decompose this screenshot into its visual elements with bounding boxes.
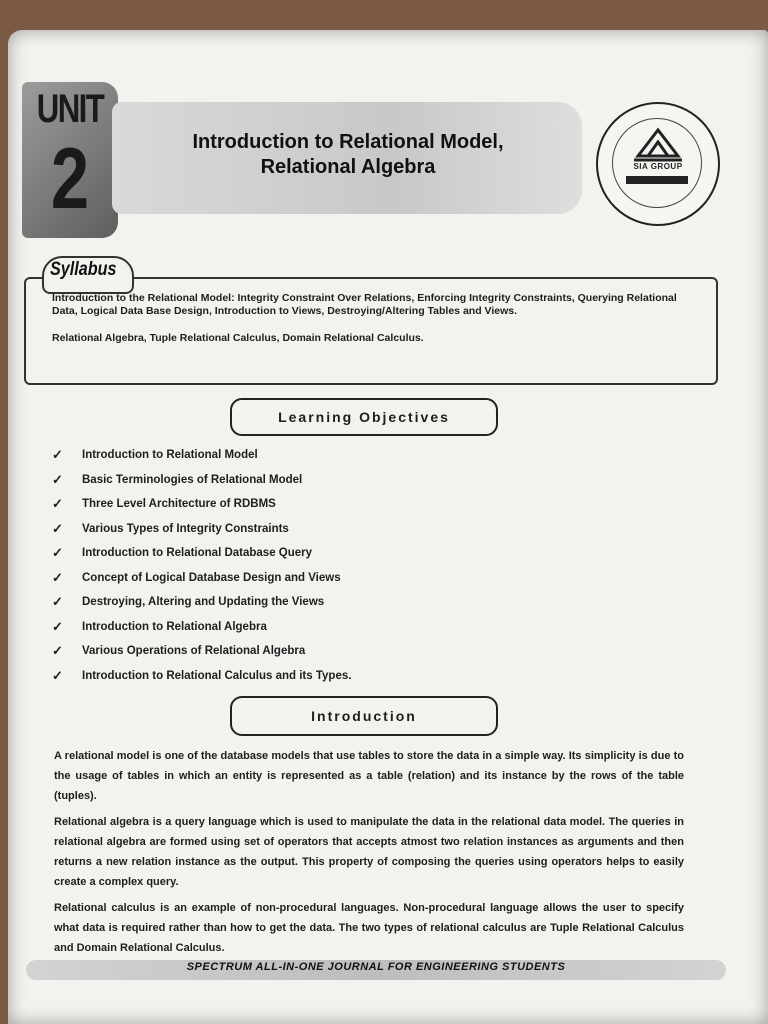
- unit-label: UNIT: [36, 87, 104, 131]
- syllabus-model-line: [52, 292, 692, 318]
- seal-text: SIA GROUP: [633, 162, 683, 171]
- objective-item: [52, 664, 672, 689]
- syllabus-model-text: Integrity Constraint Over Relations, Enforcing Integrity Constraints, Querying Relational Data, Logical Data Base Design, Introduction to Views, Destroying/Altering Tables and Views.: [52, 292, 677, 317]
- publisher-seal: [596, 102, 720, 226]
- objective-text: Introduction to Relational Database Query: [82, 547, 313, 560]
- check-icon: ✓: [52, 594, 63, 610]
- introduction-heading: Introduction: [230, 696, 498, 736]
- objective-item: [52, 541, 672, 566]
- introduction-body: [54, 746, 684, 964]
- introduction-paragraph: Relational algebra is a query language which is used to manipulate the data in the relational data model. The queries in relational algebra are formed using set of operators that accepts atmost two relation instances as arguments and then returns a new relation instance as the output. This property of composing the queries using operators helps to easily create a complex query.: [54, 816, 684, 888]
- syllabus-label: Syllabus: [50, 259, 117, 280]
- chapter-title-line-1: Introduction to Relational Model,: [192, 131, 504, 153]
- document-page: [8, 30, 768, 1024]
- objective-text: Basic Terminologies of Relational Model: [82, 473, 303, 486]
- introduction-paragraph: A relational model is one of the database models that use tables to store the data in a simple way. Its simplicity is due to the usage of tables in which an entity is represented as a table (relation) and its instance by the rows of the table (tuples).: [54, 750, 684, 802]
- syllabus-text: [52, 292, 692, 359]
- objective-text: Introduction to Relational Calculus and its Types.: [82, 669, 352, 682]
- check-icon: ✓: [52, 496, 63, 512]
- objective-text: Various Operations of Relational Algebra: [82, 645, 306, 658]
- objective-text: Introduction to Relational Model: [82, 449, 258, 462]
- objective-item: [52, 615, 672, 640]
- objective-item: [52, 443, 672, 468]
- objective-text: Introduction to Relational Algebra: [82, 620, 267, 633]
- objectives-list: [52, 443, 672, 688]
- check-icon: ✓: [52, 618, 63, 634]
- unit-badge: [22, 82, 118, 238]
- objective-text: Various Types of Integrity Constraints: [82, 522, 289, 535]
- check-icon: ✓: [52, 520, 63, 536]
- objective-item: [52, 639, 672, 664]
- check-icon: ✓: [52, 569, 63, 585]
- syllabus-algebra-line: Relational Algebra, Tuple Relational Calculus, Domain Relational Calculus.: [52, 332, 424, 344]
- chapter-title: [143, 130, 553, 180]
- check-icon: ✓: [52, 643, 63, 659]
- learning-objectives-heading: Learning Objectives: [230, 398, 498, 436]
- seal-logo-icon: [630, 126, 686, 162]
- objective-item: [52, 468, 672, 493]
- objective-text: Concept of Logical Database Design and Views: [82, 571, 341, 584]
- objective-text: Three Level Architecture of RDBMS: [82, 498, 276, 511]
- syllabus-model-heading: Introduction to the Relational Model:: [52, 292, 235, 304]
- check-icon: ✓: [52, 447, 63, 463]
- chapter-title-line-2: Relational Algebra: [260, 156, 436, 178]
- introduction-paragraph: Relational calculus is an example of non-procedural languages. Non-procedural language allows the user to specify what data is required rather than how to get the data. The two types of relational calculus are Tuple Relational Calculus and Domain Relational Calculus.: [54, 902, 684, 954]
- seal-bar: [626, 176, 688, 184]
- objective-item: [52, 590, 672, 615]
- unit-number: 2: [50, 131, 90, 227]
- footer-text: SPECTRUM ALL-IN-ONE JOURNAL FOR ENGINEERING STUDENTS: [186, 961, 566, 973]
- check-icon: ✓: [52, 471, 63, 487]
- objective-item: [52, 566, 672, 591]
- check-icon: ✓: [52, 545, 63, 561]
- check-icon: ✓: [52, 667, 63, 683]
- objective-item: [52, 517, 672, 542]
- objective-item: [52, 492, 672, 517]
- objective-text: Destroying, Altering and Updating the Views: [82, 596, 325, 609]
